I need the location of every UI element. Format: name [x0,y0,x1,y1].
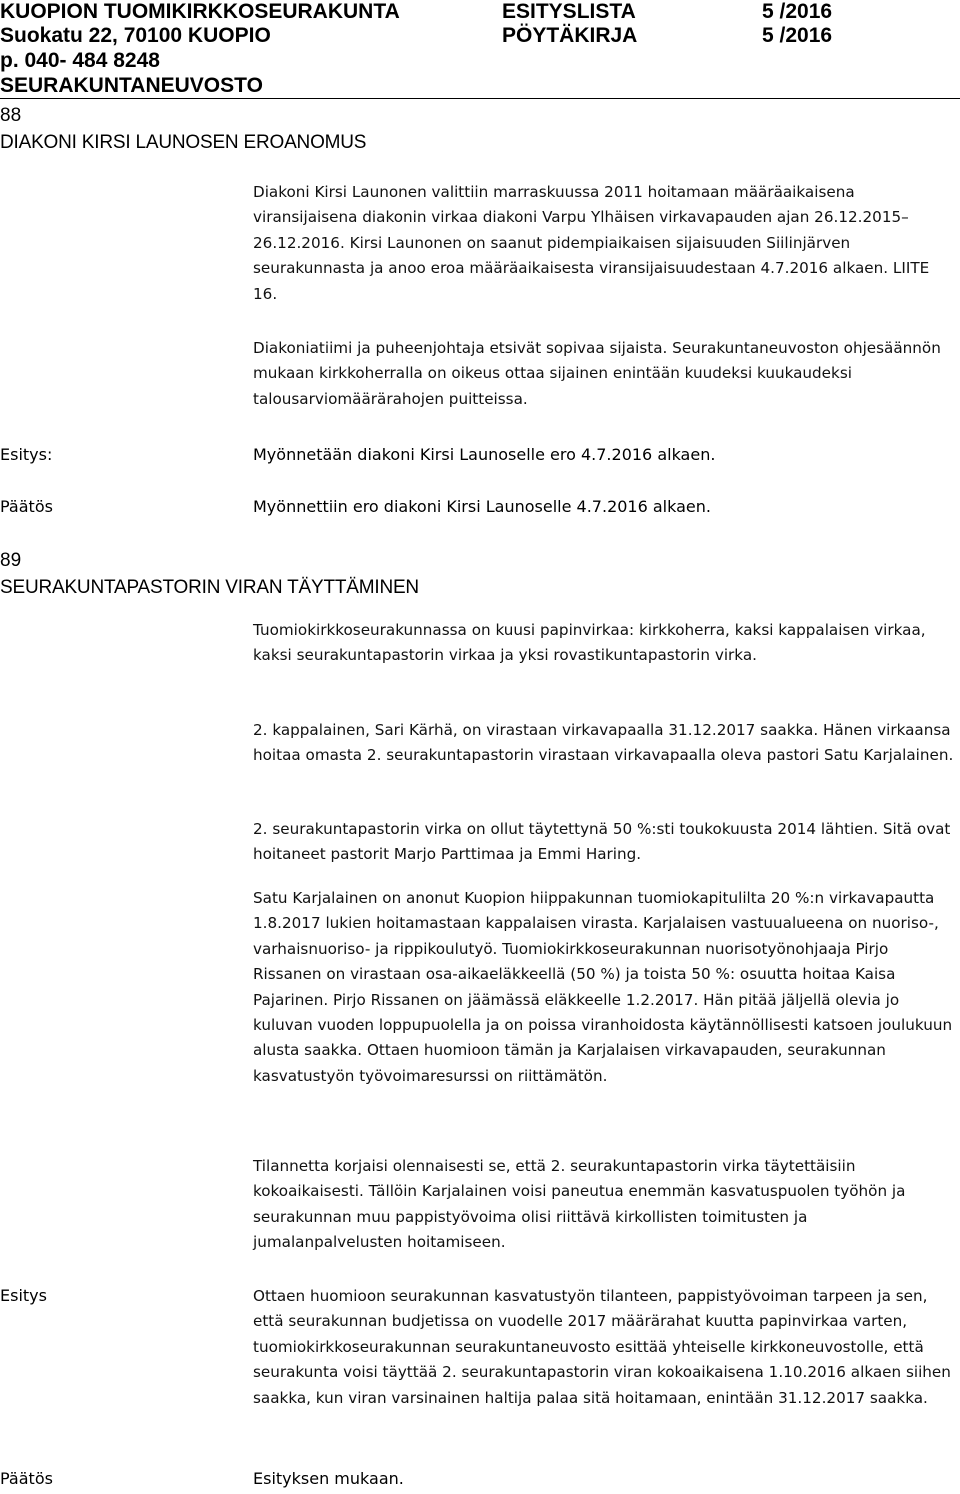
section-89-body-5 [253,1154,958,1256]
section-88-paragraph-1: Diakoni Kirsi Launonen valittiin marraskuussa 2011 hoitamaan määräaikaisena viransijaisena diakonin virkaa diakoni Varpu Ylhäisen virkavapauden ajan 26.12.2015–26.12.2016. Kirsi Launonen on saanut pidempiaikaisen sijaisuuden Siilinjärven seurakunnasta ja anoo eroa määräaikaisesta viransijaisuudestaan 4.7.2016 alkaen. LIITE 16. [253,183,930,303]
section-88-proposal-text: Myönnetään diakoni Kirsi Launoselle ero 4.7.2016 alkaen. [253,445,716,464]
section-89-proposal-label: Esitys [0,1286,47,1305]
doc-type-minutes: PÖYTÄKIRJA [502,24,638,47]
section-88-body [253,180,958,307]
section-88-title: DIAKONI KIRSI LAUNOSEN EROANOMUS [0,132,367,153]
section-88-paragraph-2: Diakoniatiimi ja puheenjohtaja etsivät sopivaa sijaista. Seurakuntaneuvoston ohjesäännön mukaan kirkkoherralla on oikeus ottaa sijainen enintään kuudeksi kuukaudeksi talousarviomäärärahojen puitteissa. [253,339,941,408]
section-89-paragraph-2: 2. kappalainen, Sari Kärhä, on virastaan virkavapaalla 31.12.2017 saakka. Hänen virkaansa hoitaa omasta 2. seurakuntapastorin virastaan virkavapaalla oleva pastori Satu Karjalainen. [253,721,954,765]
doc-number-minutes: 5 /2016 [762,24,833,47]
section-89-paragraph-3: 2. seurakuntapastorin virka on ollut täytettynä 50 %:sti toukokuusta 2014 lähtien. Sitä ovat hoitaneet pastorit Marjo Parttimaa ja Emmi Haring. [253,820,951,864]
org-name: KUOPION TUOMIKIRKKOSEURAKUNTA [0,0,400,23]
org-address: Suokatu 22, 70100 KUOPIO [0,24,271,47]
doc-number-agenda: 5 /2016 [762,0,833,23]
section-88-decision-text: Myönnettiin ero diakoni Kirsi Launoselle 4.7.2016 alkaen. [253,497,711,516]
org-phone: p. 040- 484 8248 [0,49,160,72]
section-89-proposal-body [253,1284,958,1411]
section-89-paragraph-1: Tuomiokirkkoseurakunnassa on kuusi papinvirkaa: kirkkoherra, kaksi kappalaisen virkaa, kaksi seurakuntapastorin virkaa ja yksi rovastikuntapastorin virka. [253,621,926,665]
section-89-paragraph-4: Satu Karjalainen on anonut Kuopion hiippakunnan tuomiokapitulilta 20 %:n virkavapautta 1.8.2017 lukien hoitamastaan kappalaisen virasta. Karjalaisen vastuualueena on nuoriso-, varhaisnuoriso- ja rippikoulutyö. Tuomiokirkkoseurakunnan nuorisotyönohjaaja Pirjo Rissanen on virastaan osa-aikaeläkkeellä (50 %) ja toista 50 %: osuutta hoitaa Kaisa Pajarinen. Pirjo Rissanen on jäämässä eläkkeelle 1.2.2017. Hän pitää jäljellä olevia jo kuluvan vuoden loppupuolella ja on poissa viranhoidosta käytännöllisesti katsoen joulukuun alusta saakka. Ottaen huomioon tämän ja Karjalaisen virkavapauden, seurakunnan kasvatustyön työvoimaresurssi on riittämätön. [253,889,953,1085]
header-divider [0,98,960,99]
section-89-paragraph-5: Tilannetta korjaisi olennaisesti se, että 2. seurakuntapastorin virka täytettäisiin kokoaikaisesti. Tällöin Karjalainen voisi paneutua enemmän kasvatuspuolen työhön ja seurakunnan muu pappistyövoima olisi riittävä kirkollisten toimitusten ja jumalanpalvelusten hoitamiseen. [253,1157,906,1252]
section-89-proposal-text: Ottaen huomioon seurakunnan kasvatustyön tilanteen, pappistyövoiman tarpeen ja sen, että seurakunnan budjetissa on vuodelle 2017 määrärahat kuutta papinvirkaa varten, tuomiokirkkoseurakunnan seurakuntaneuvosto esittää yhteiselle kirkkoneuvostolle, että seurakunta voisi täyttää 2. seurakuntapastorin viran kokoaikaisena 1.10.2016 alkaen siihen saakka, kun viran varsinainen haltija palaa sitä hoitamaan, enintään 31.12.2017 saakka. [253,1287,951,1407]
section-89-body-3 [253,817,958,868]
section-88-decision-label: Päätös [0,497,53,516]
section-89-body-1 [253,618,958,669]
doc-type-agenda: ESITYSLISTA [502,0,636,23]
section-89-title: SEURAKUNTAPASTORIN VIRAN TÄYTTÄMINEN [0,577,419,598]
council-name: SEURAKUNTANEUVOSTO [0,74,263,97]
section-89-decision-text: Esityksen mukaan. [253,1469,404,1488]
section-88-number: 88 [0,105,22,126]
section-89-number: 89 [0,550,22,571]
section-89-body-2 [253,718,958,769]
section-89-decision-label: Päätös [0,1469,53,1488]
section-88-proposal-label: Esitys: [0,445,53,464]
section-89-body-4 [253,886,958,1089]
section-88-body-2 [253,336,958,412]
